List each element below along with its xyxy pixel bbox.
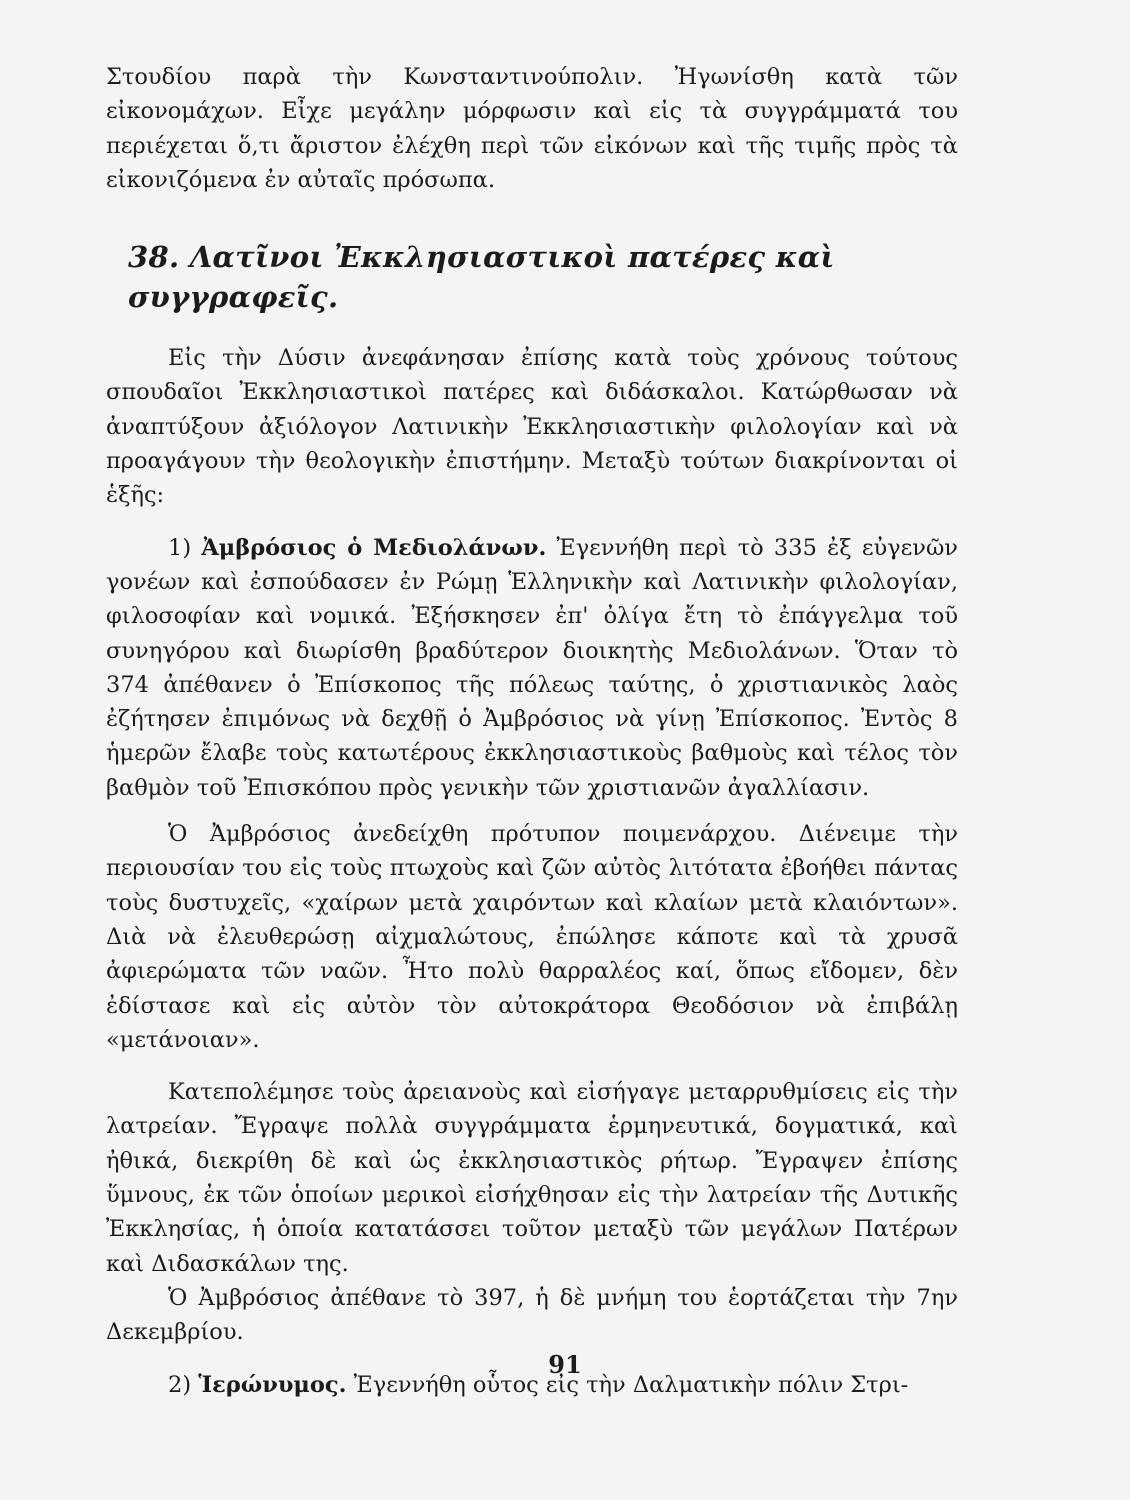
item-name: Ἀμβρόσιος ὁ Μεδιολάνων. bbox=[201, 534, 547, 561]
item-name: Ἱερώνυμος. bbox=[198, 1371, 347, 1398]
page-number: 91 bbox=[548, 1350, 582, 1379]
opening-paragraph: Στουδίου παρὰ τὴν Κωνσταντινούπολιν. Ἠγωνίσθη κατὰ τῶν εἰκονομάχων. Εἶχε μεγάλην μόρφωσιν καὶ εἰς τὰ συγγράμματά του περιέχεται ὅ,τι ἄριστον ἐλέχθη περὶ τῶν εἰκόνων καὶ τῆς τιμῆς πρὸς τὰ εἰκονιζόμενα ἐν αὐταῖς πρόσωπα. bbox=[106, 64, 958, 193]
item-text: Ἐγεννήθη οὗτος εἰς τὴν Δαλματικὴν πόλιν Στρι- bbox=[353, 1371, 909, 1398]
item-number: 2) bbox=[168, 1371, 192, 1398]
item-ambrose bbox=[106, 531, 958, 805]
ambrose-paragraph-2: Ὁ Ἀμβρόσιος ἀνεδείχθη πρότυπον ποιμενάρχου. Διένειμε τὴν περιουσίαν του εἰς τοὺς πτωχοὺς καὶ ζῶν αὐτὸς λιτότατα ἐβοήθει πάντας τοὺς δυστυχεῖς, «χαίρων μετὰ χαιρόντων καὶ κλαίων μετὰ κλαιόντων». Διὰ νὰ ἐλευθερώσῃ αἰχμαλώτους, ἐπώλησε κάποτε καὶ τὰ χρυσᾶ ἀφιερώματα τῶν ναῶν. Ἦτο πολὺ θαρραλέος καί, ὅπως εἴδομεν, δὲν ἐδίστασε καὶ εἰς αὐτὸν τὸν αὐτοκράτορα Θεοδόσιον νὰ ἐπιβάλῃ «μετάνοιαν». bbox=[106, 821, 958, 1053]
item-text: Ἐγεννήθη περὶ τὸ 335 ἐξ εὐγενῶν γονέων καὶ ἐσπούδασεν ἐν Ρώμῃ Ἑλληνικὴν καὶ Λατινικὴν φιλολογίαν, φιλοσοφίαν καὶ νομικά. Ἐξήσκησεν ἐπ' ὀλίγα ἔτη τὸ ἐπάγγελμα τοῦ συνηγόρου καὶ διωρίσθη βραδύτερον διοικητὴς Μεδιολάνων. Ὅταν τὸ 374 ἀπέθανεν ὁ Ἐπίσκοπος τῆς πόλεως ταύτης, ὁ χριστιανικὸς λαὸς ἐζήτησεν ἐπιμόνως νὰ δεχθῇ ὁ Ἀμβρόσιος νὰ γίνῃ Ἐπίσκοπος. Ἐντὸς 8 ἡμερῶν ἔλαβε τοὺς κατωτέρους ἐκκλησιαστικοὺς βαθμοὺς καὶ τέλος τὸν βαθμὸν τοῦ Ἐπισκόπου πρὸς γενικὴν τῶν χριστιανῶν ἀγαλλίασιν. bbox=[106, 534, 958, 801]
intro-paragraph: Εἰς τὴν Δύσιν ἀνεφάνησαν ἐπίσης κατὰ τοὺς χρόνους τούτους σπουδαῖοι Ἐκκλησιαστικοὶ πατέρες καὶ διδάσκαλοι. Κατώρθωσαν νὰ ἀναπτύξουν ἀξιόλογον Λατινικὴν Ἐκκλησιαστικὴν φιλολογίαν καὶ νὰ προαγάγουν τὴν θεολογικὴν ἐπιστήμην. Μεταξὺ τούτων διακρίνονται οἱ ἑξῆς: bbox=[106, 345, 958, 509]
section-heading: 38. Λατῖνοι Ἐκκλησιαστικοὶ πατέρες καὶ συγγραφεῖς. bbox=[128, 240, 835, 315]
ambrose-paragraph-4: Ὁ Ἀμβρόσιος ἀπέθανε τὸ 397, ἡ δὲ μνήμη του ἑορτάζεται τὴν 7ην Δεκεμβρίου. bbox=[106, 1284, 958, 1346]
item-number: 1) bbox=[168, 534, 192, 561]
book-page bbox=[106, 60, 958, 1402]
ambrose-paragraph-3: Κατεπολέμησε τοὺς ἀρειανοὺς καὶ εἰσήγαγε μεταρρυθμίσεις εἰς τὴν λατρείαν. Ἔγραψε πολλὰ συγγράμματα ἑρμηνευτικά, δογματικά, καὶ ἠθικά, διεκρίθη δὲ καὶ ὡς ἐκκλησιαστικὸς ρήτωρ. Ἔγραψεν ἐπίσης ὕμνους, ἐκ τῶν ὁποίων μερικοὶ εἰσήχθησαν εἰς τὴν λατρείαν τῆς Δυτικῆς Ἐκκλησίας, ἡ ὁποία κατατάσσει τοῦτον μεταξὺ τῶν μεγάλων Πατέρων καὶ Διδασκάλων της. bbox=[106, 1079, 958, 1277]
